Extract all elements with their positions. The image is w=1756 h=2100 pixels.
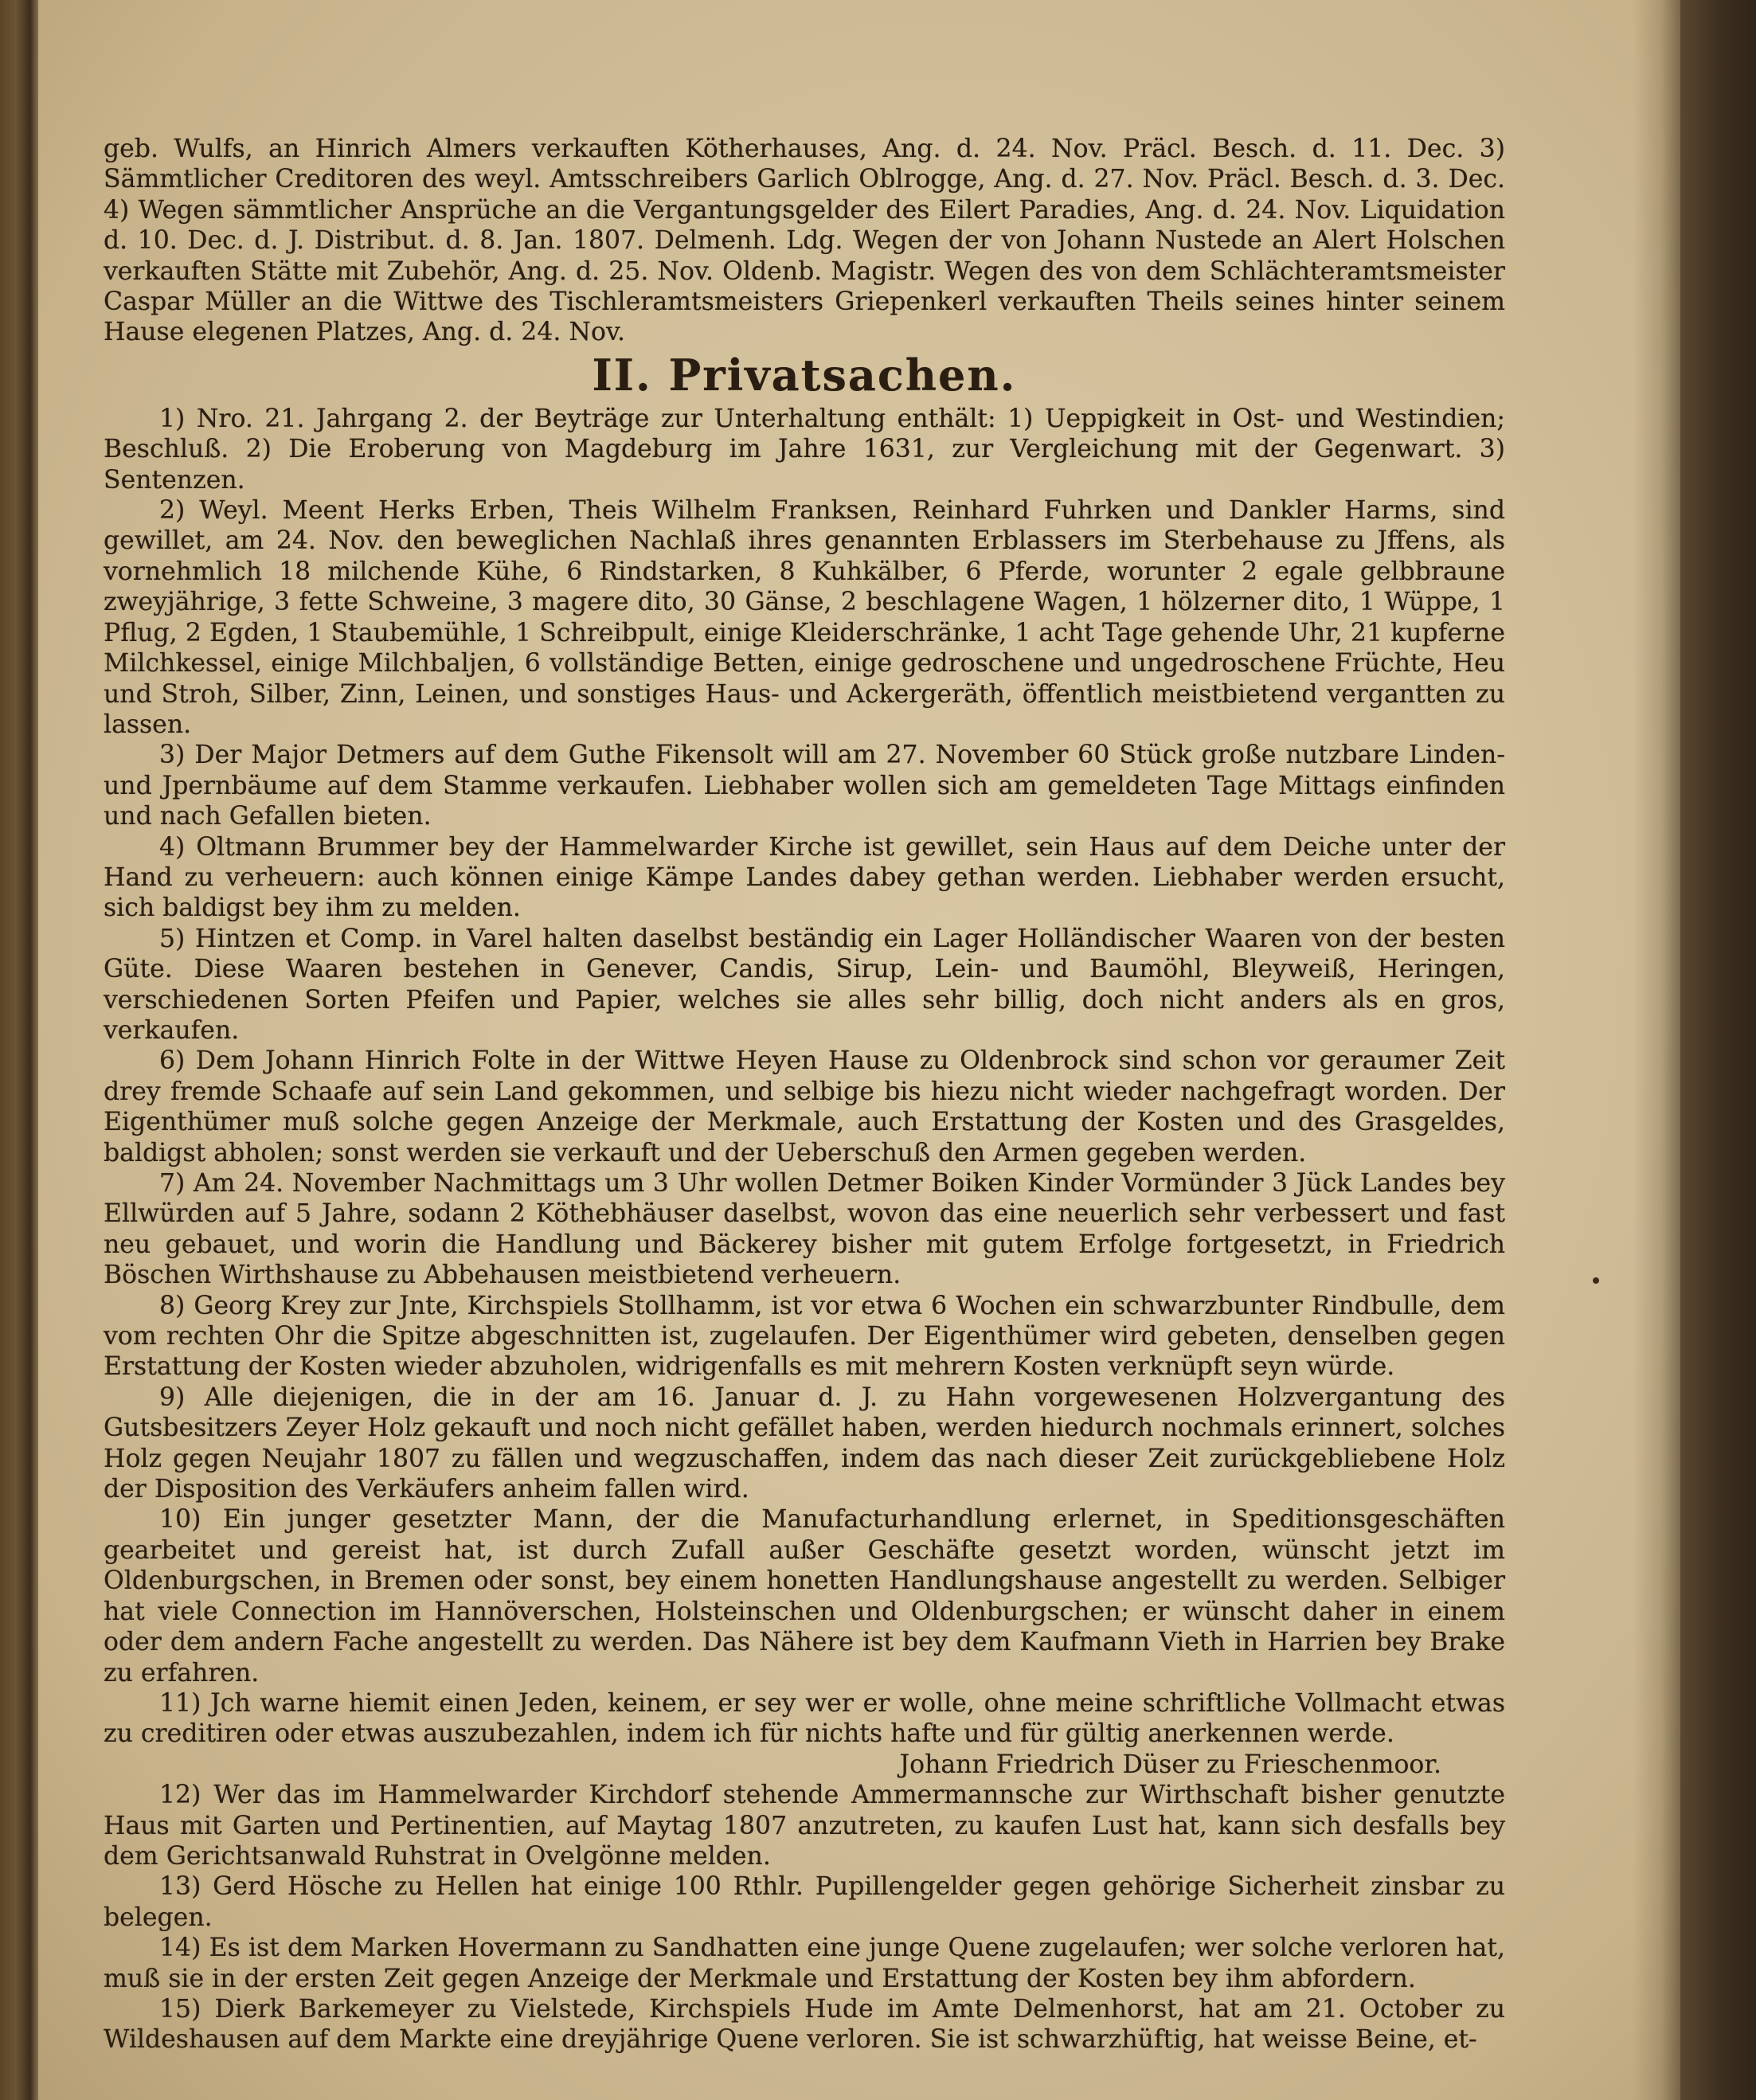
public-notices-tail: geb. Wulfs, an Hinrich Almers verkauften Kötherhauses, Ang. d. 24. Nov. Präcl. Besch. d. 11. Dec. 3) Sämmtlicher Creditoren des weyl. Amtsschreibers Garlich Oblrogge, Ang. d. 27. Nov. Präcl. Besch. d. 3. Dec. 4) Wegen sämmtlicher Ansprüche an die Vergantungsgelder des Eilert Paradies, Ang. d. 24. Nov. Liquidation d. 10. Dec. d. J. Distribut. d. 8. Jan. 1807. Delmenh. Ldg. Wegen der von Johann Nustede an Alert Holschen verkauften Stätte mit Zubehör, Ang. d. 25. Nov. Oldenb. Magistr. Wegen des von dem Schlächteramtsmeister Caspar Müller an die Wittwe des Tischleramtsmeisters Griepenkerl verkauften Theils seines hinter seinem Hause elegenen Platzes, Ang. d. 24. Nov. xyxy=(104,135,1505,347)
notice-entry-3: 3) Der Major Detmers auf dem Guthe Fikensolt will am 27. November 60 Stück große nutzbare Linden- und Jpernbäume auf dem Stamme verkaufen. Liebhaber wollen sich am gemeldeten Tage Mittags einfinden und nach Gefallen bieten. xyxy=(104,741,1505,831)
notice-entry-14: 14) Es ist dem Marken Hovermann zu Sandhatten eine junge Quene zugelaufen; wer solche verloren hat, muß sie in der ersten Zeit gegen Anzeige der Merkmale und Erstattung der Kosten bey ihm abfordern. xyxy=(104,1934,1505,1993)
notice-entry-11: 11) Jch warne hiemit einen Jeden, keinem, er sey wer er wolle, ohne meine schriftliche Vollmacht etwas zu creditiren oder etwas auszubezahlen, indem ich für nichts hafte und für gültig anerkennen werde. xyxy=(104,1688,1505,1749)
section-heading: II. Privatsachen. xyxy=(592,349,1017,401)
notice-entry-1: 1) Nro. 21. Jahrgang 2. der Beyträge zur Unterhaltung enthält: 1) Ueppigkeit in Ost- und Westindien; Beschluß. 2) Die Eroberung von Magdeburg im Jahre 1631, zur Vergleichung mit der Gegenwart. 3) Sentenzen. xyxy=(104,404,1505,495)
notice-entry-7: 7) Am 24. November Nachmittags um 3 Uhr wollen Detmer Boiken Kinder Vormünder 3 Jück Landes bey Ellwürden auf 5 Jahre, sodann 2 Köthebhäuser daselbst, wovon das eine neuerlich sehr verbessert und fast neu gebauet, und worin die Handlung und Bäckerey bisher mit gutem Erfolge fortgesetzt, in Friedrich Böschen Wirthshause zu Abbehausen meistbietend verheuern. xyxy=(104,1169,1505,1290)
right-margin-dark xyxy=(1680,0,1756,2100)
notice-entry-2: 2) Weyl. Meent Herks Erben, Theis Wilhelm Franksen, Reinhard Fuhrken und Dankler Harms, sind gewillet, am 24. Nov. den beweglichen Nachlaß ihres genannten Erblassers im Sterbehause zu Jffens, als vornehmlich 18 milchende Kühe, 6 Rindstarken, 8 Kuhkälber, 6 Pferde, worunter 2 egale gelbbraune zweyjährige, 3 fette Schweine, 3 magere dito, 30 Gänse, 2 beschlagene Wagen, 1 hölzerner dito, 1 Wüppe, 1 Pflug, 2 Egden, 1 Staubemühle, 1 Schreibpult, einige Kleiderschränke, 1 acht Tage gehende Uhr, 21 kupferne Milchkessel, einige Milchbaljen, 6 vollständige Betten, einige gedroschene und ungedroschene Früchte, Heu und Stroh, Silber, Zinn, Leinen, und sonstiges Haus- und Ackergeräth, öffentlich meistbietend vergantten zu lassen. xyxy=(104,496,1505,739)
notice-entry-6: 6) Dem Johann Hinrich Folte in der Wittwe Heyen Hause zu Oldenbrock sind schon vor geraumer Zeit drey fremde Schaafe auf sein Land gekommen, und selbige bis hiezu nicht wieder nachgefragt worden. Der Eigenthümer muß solche gegen Anzeige der Merkmale, auch Erstattung der Kosten und des Grasgeldes, baldigst abholen; sonst werden sie verkauft und der Ueberschuß den Armen gegeben werden. xyxy=(104,1046,1505,1167)
notice-entry-10: 10) Ein junger gesetzter Mann, der die Manufacturhandlung erlernet, in Speditionsgeschäften gearbeitet und gereist hat, ist durch Zufall außer Geschäfte gesetzt worden, wünscht jetzt im Oldenburgschen, in Bremen oder sonst, bey einem honetten Handlungshause angestellt zu werden. Selbiger hat viele Connection im Hannöverschen, Holsteinschen und Oldenburgschen; er wünscht daher in einem oder dem andern Fache angestellt zu werden. Das Nähere ist bey dem Kaufmann Vieth in Harrien bey Brake zu erfahren. xyxy=(104,1505,1505,1687)
ink-speck xyxy=(1593,1277,1599,1284)
page-edge-shadow xyxy=(1633,0,1680,2100)
signature-line: Johann Friedrich Düser zu Frieschenmoor. xyxy=(899,1750,1441,1779)
notice-entry-5: 5) Hintzen et Comp. in Varel halten daselbst beständig ein Lager Holländischer Waaren von der besten Güte. Diese Waaren bestehen in Genever, Candis, Sirup, Lein- und Baumöhl, Bleyweiß, Heringen, verschiedenen Sorten Pfeifen und Papier, welches sie alles sehr billig, doch nicht anders als en gros, verkaufen. xyxy=(104,924,1505,1045)
notice-entry-9: 9) Alle diejenigen, die in der am 16. Januar d. J. zu Hahn vorgewesenen Holzvergantung des Gutsbesitzers Zeyer Holz gekauft und noch nicht gefället haben, werden hiedurch nochmals erinnert, solches Holz gegen Neujahr 1807 zu fällen und wegzuschaffen, indem das nach dieser Zeit zurückgebliebene Holz der Disposition des Verkäufers anheim fallen wird. xyxy=(104,1382,1505,1504)
notice-entry-12: 12) Wer das im Hammelwarder Kirchdorf stehende Ammermannsche zur Wirthschaft bisher genutzte Haus mit Garten und Pertinentien, auf Maytag 1807 anzutreten, zu kaufen Lust hat, kann sich desfalls bey dem Gerichtsanwald Ruhstrat in Ovelgönne melden. xyxy=(104,1781,1505,1871)
notice-entry-4: 4) Oltmann Brummer bey der Hammelwarder Kirche ist gewillet, sein Haus auf dem Deiche unter der Hand zu verheuern: auch können einige Kämpe Landes dabey gethan werden. Liebhaber werden ersucht, sich baldigst bey ihm zu melden. xyxy=(104,832,1505,923)
notice-entry-15: 15) Dierk Barkemeyer zu Vielstede, Kirchspiels Hude im Amte Delmenhorst, hat am 21. October zu Wildeshausen auf dem Markte eine dreyjährige Quene verloren. Sie ist schwarzhüftig, hat weisse Beine, et- xyxy=(104,1994,1505,2055)
notice-entry-8: 8) Georg Krey zur Jnte, Kirchspiels Stollhamm, ist vor etwa 6 Wochen ein schwarzbunter Rindbulle, dem vom rechten Ohr die Spitze abgeschnitten ist, zugelaufen. Der Eigenthümer wird gebeten, denselben gegen Erstattung der Kosten wieder abzuholen, widrigenfalls es mit mehrern Kosten verknüpft seyn würde. xyxy=(104,1291,1505,1382)
page-text xyxy=(104,134,1505,2055)
notice-entry-13: 13) Gerd Hösche zu Hellen hat einige 100 Rthlr. Pupillengelder gegen gehörige Sicherheit zinsbar zu belegen. xyxy=(104,1872,1505,1932)
